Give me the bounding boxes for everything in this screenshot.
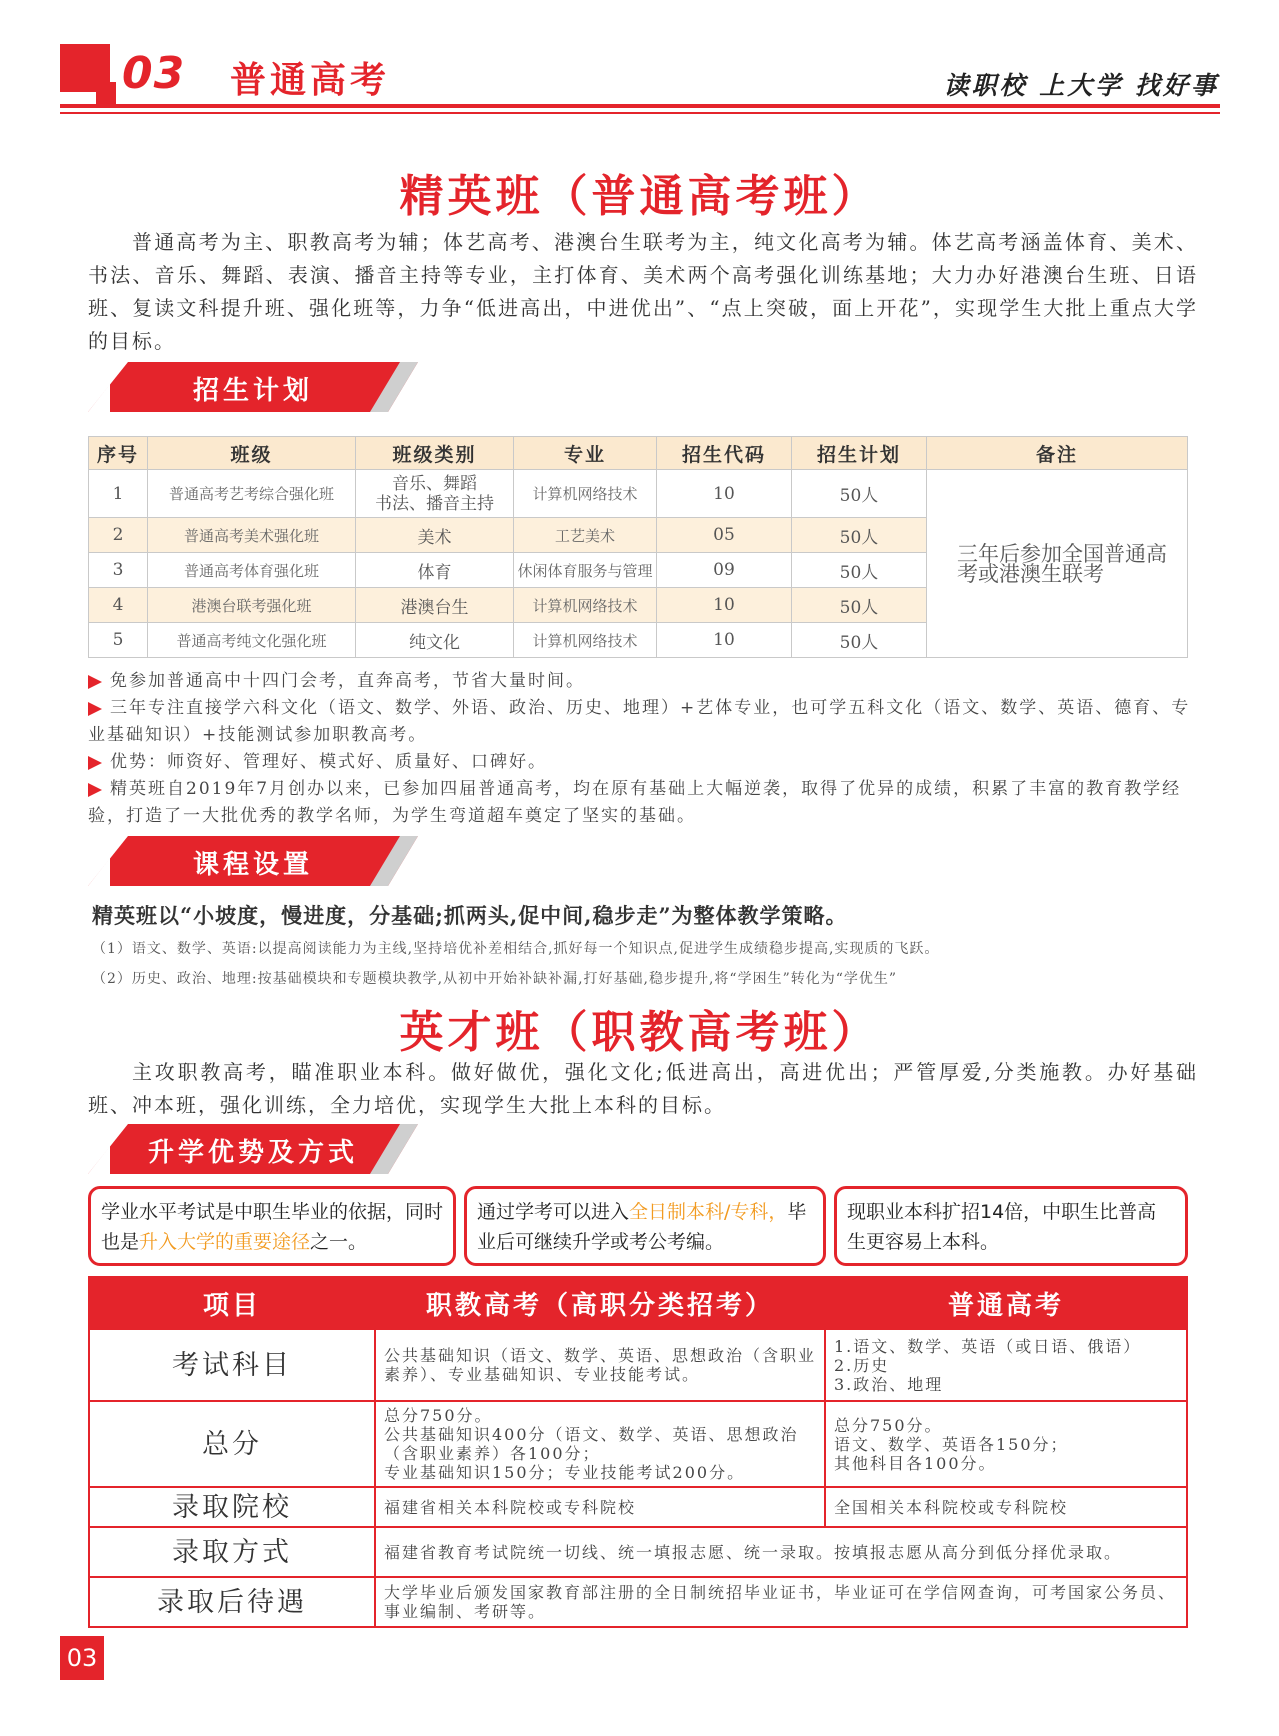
table-row — [89, 1527, 1187, 1577]
cell-major: 休闲体育服务与管理 — [514, 553, 657, 588]
arrow-bullet-icon — [88, 783, 102, 797]
cell-class: 普通高考纯文化强化班 — [148, 623, 356, 658]
plan-table-header — [89, 437, 1188, 470]
cmp-cell-general: 总分750分。 语文、数学、英语各150分； 其他科目各100分。 — [825, 1401, 1187, 1487]
elite-bullet-list — [88, 668, 1198, 830]
box-text: 现职业本科扩招14倍，中职生比普高生更容易上本科。 — [847, 1201, 1157, 1253]
cmp-row-label: 录取方式 — [89, 1527, 375, 1577]
cmp-cell-vocational: 总分750分。 公共基础知识400分（语文、数学、英语、思想政治（含职业素养）各100分； 专业基础知识150分；专业技能考试200分。 — [375, 1401, 825, 1487]
talent-intro: 主攻职教高考，瞄准职业本科。做好做优，强化文化;低进高出，高进优出；严管厚爱,分类施教。办好基础班、冲本班，强化训练，全力培优，实现学生大批上本科的目标。 — [88, 1060, 1198, 1117]
cell-plan: 50人 — [792, 518, 927, 553]
table-row — [89, 1329, 1187, 1401]
cmp-col-vocational: 职教高考（高职分类招考） — [375, 1277, 825, 1329]
plan-col-plan: 招生计划 — [792, 437, 927, 470]
box-text: 学业水平考试是中职生毕业的依据，同时也是 — [101, 1201, 444, 1253]
cell-category: 港澳台生 — [356, 588, 514, 623]
cmp-row-label: 录取院校 — [89, 1487, 375, 1527]
bullet-text: 优势：师资好、管理好、模式好、质量好、口碑好。 — [110, 752, 547, 772]
advantage-box — [88, 1186, 456, 1266]
cmp-cell-general: 1.语文、数学、英语（或日语、俄语） 2.历史 3.政治、地理 — [825, 1329, 1187, 1401]
advantage-box — [464, 1186, 826, 1266]
box-highlight: 升入大学的重要途径 — [139, 1231, 311, 1253]
list-item — [88, 776, 1198, 830]
cell-category: 体育 — [356, 553, 514, 588]
table-row — [89, 1401, 1187, 1487]
exam-comparison-table — [88, 1276, 1188, 1628]
advantage-banner-label: 升学优势及方式 — [147, 1138, 358, 1168]
cell-major: 计算机网络技术 — [514, 588, 657, 623]
course-banner — [88, 836, 418, 886]
cell-plan: 50人 — [792, 623, 927, 658]
box-text: 之一。 — [310, 1231, 368, 1253]
table-row — [89, 1487, 1187, 1527]
plan-col-category: 班级类别 — [356, 437, 514, 470]
cell-code: 10 — [657, 588, 792, 623]
page-number: 03 — [60, 1636, 104, 1680]
plan-col-note: 备注 — [927, 437, 1188, 470]
cell-class: 普通高考美术强化班 — [148, 518, 356, 553]
plan-col-no: 序号 — [89, 437, 148, 470]
header-logo-accent — [96, 82, 116, 104]
cmp-row-label: 录取后待遇 — [89, 1577, 375, 1627]
arrow-bullet-icon — [88, 702, 102, 716]
talent-section-title: 英才班（职教高考班） — [399, 1007, 880, 1058]
cell-no: 1 — [89, 470, 148, 518]
cell-no: 3 — [89, 553, 148, 588]
arrow-bullet-icon — [88, 756, 102, 770]
cell-major: 工艺美术 — [514, 518, 657, 553]
box-highlight: 全日制本科/专科， — [629, 1201, 788, 1223]
cell-class: 普通高考艺考综合强化班 — [148, 470, 356, 518]
arrow-bullet-icon — [88, 675, 102, 689]
enroll-plan-table — [88, 436, 1188, 658]
cell-code: 10 — [657, 470, 792, 518]
cmp-row-label: 考试科目 — [89, 1329, 375, 1401]
cell-major: 计算机网络技术 — [514, 470, 657, 518]
cell-plan: 50人 — [792, 588, 927, 623]
box-text: 毕业后可继续升学或考公考编。 — [477, 1201, 807, 1253]
cell-code: 09 — [657, 553, 792, 588]
enroll-plan-banner — [88, 362, 418, 412]
cmp-col-item: 项目 — [89, 1277, 375, 1329]
cell-no: 5 — [89, 623, 148, 658]
cell-no: 2 — [89, 518, 148, 553]
plan-col-major: 专业 — [514, 437, 657, 470]
cmp-table-header — [89, 1277, 1187, 1329]
list-item — [88, 749, 1198, 776]
teaching-strategy: 精英班以“小坡度，慢进度，分基础;抓两头,促中间,稳步走”为整体教学策略。 — [92, 903, 848, 928]
plan-col-class: 班级 — [148, 437, 356, 470]
cmp-cell-vocational: 公共基础知识（语文、数学、英语、思想政治（含职业素养）、专业基础知识、专业技能考试。 — [375, 1329, 825, 1401]
cell-class: 普通高考体育强化班 — [148, 553, 356, 588]
cell-plan: 50人 — [792, 470, 927, 518]
header-divider-thin — [60, 112, 1220, 114]
cell-major: 计算机网络技术 — [514, 623, 657, 658]
advantage-banner — [88, 1124, 418, 1174]
cmp-cell-merged: 大学毕业后颁发国家教育部注册的全日制统招毕业证书，毕业证可在学信网查询，可考国家公务员、事业编制、考研等。 — [375, 1577, 1187, 1627]
cmp-col-general: 普通高考 — [825, 1277, 1187, 1329]
header-slogan: 读职校 上大学 找好事 — [943, 71, 1219, 100]
list-item — [88, 668, 1198, 695]
enroll-plan-banner-label: 招生计划 — [192, 376, 313, 406]
cell-category: 纯文化 — [356, 623, 514, 658]
header-title: 普通高考 — [230, 60, 391, 101]
header-section-number: 03 — [122, 48, 186, 99]
cmp-cell-general: 全国相关本科院校或专科院校 — [825, 1487, 1187, 1527]
cell-category: 音乐、舞蹈 书法、播音主持 — [356, 470, 514, 518]
elite-intro: 普通高考为主、职教高考为辅；体艺高考、港澳台生联考为主，纯文化高考为辅。体艺高考涵盖体育、美术、书法、音乐、舞蹈、表演、播音主持等专业，主打体育、美术两个高考强化训练基地；大力办好港澳台生班、日语班、复读文科提升班、强化班等，力争“低进高出，中进优出”、“点上突破，面上开花”，实现学生大批上重点大学的目标。 — [88, 230, 1198, 353]
cell-class: 港澳台联考强化班 — [148, 588, 356, 623]
cell-note: 三年后参加全国普通高考或港澳生联考 — [927, 470, 1188, 658]
cell-code: 10 — [657, 623, 792, 658]
bullet-text: 免参加普通高中十四门会考，直奔高考，节省大量时间。 — [110, 671, 585, 691]
table-row — [89, 1577, 1187, 1627]
cell-code: 05 — [657, 518, 792, 553]
cell-plan: 50人 — [792, 553, 927, 588]
list-item — [88, 695, 1198, 749]
advantage-box — [834, 1186, 1188, 1266]
header-divider — [60, 104, 1220, 108]
cell-category: 美术 — [356, 518, 514, 553]
table-row — [89, 470, 1188, 518]
strategy-item: （2）历史、政治、地理:按基础模块和专题模块教学,从初中开始补缺补漏,打好基础,稳步提升,将“学困生”转化为“学优生” — [92, 971, 898, 987]
cmp-row-label: 总分 — [89, 1401, 375, 1487]
bullet-text: 三年专注直接学六科文化（语文、数学、外语、政治、历史、地理）+艺体专业，也可学五科文化（语文、数学、英语、德育、专业基础知识）+技能测试参加职教高考。 — [88, 698, 1191, 745]
cell-no: 4 — [89, 588, 148, 623]
course-banner-label: 课程设置 — [192, 850, 313, 880]
bullet-text: 精英班自2019年7月创办以来，已参加四届普通高考，均在原有基础上大幅逆袭，取得了优异的成绩，积累了丰富的教育教学经验，打造了一大批优秀的教学名师，为学生弯道超车奠定了坚实的基础。 — [88, 779, 1182, 826]
cmp-cell-merged: 福建省教育考试院统一切线、统一填报志愿、统一录取。按填报志愿从高分到低分择优录取。 — [375, 1527, 1187, 1577]
plan-col-code: 招生代码 — [657, 437, 792, 470]
cmp-cell-vocational: 福建省相关本科院校或专科院校 — [375, 1487, 825, 1527]
strategy-item: （1）语文、数学、英语:以提高阅读能力为主线,坚持培优补差相结合,抓好每一个知识点,促进学生成绩稳步提高,实现质的飞跃。 — [92, 941, 940, 957]
box-text: 通过学考可以进入 — [477, 1201, 630, 1223]
elite-section-title: 精英班（普通高考班） — [399, 171, 880, 222]
